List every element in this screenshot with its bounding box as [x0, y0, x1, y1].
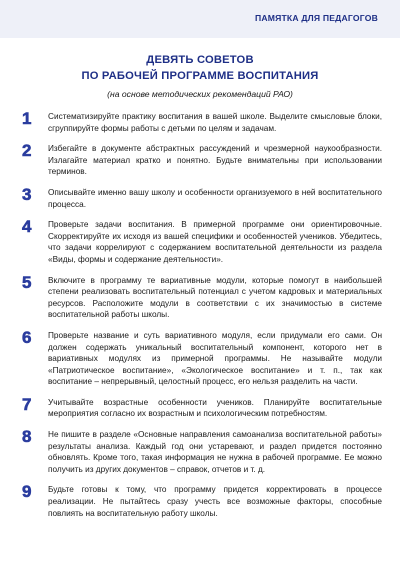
page-subtitle: (на основе методических рекомендаций РАО)	[107, 89, 293, 99]
tip-number: 6	[22, 327, 32, 347]
tip-number: 3	[22, 184, 32, 204]
tip-item	[22, 142, 382, 178]
tip-text: Проверьте задачи воспитания. В примерной программе они ориентировочные. Скорректируйте их исходя из вашей специфики и особенностей учеников. Убедитесь, что задачи коррелируют с содержанием воспитательной деятельности из раздела «Виды, формы и содержание деятельности».	[48, 220, 382, 264]
header-label: ПАМЯТКА ДЛЯ ПЕДАГОГОВ	[254, 13, 378, 23]
tip-text: Учитывайте возрастные особенности учеников. Планируйте воспитательные мероприятия согласно их возрастным и психологическим потребностям.	[48, 397, 382, 419]
tip-text: Описывайте именно вашу школу и особенности организуемого в ней воспитательного процесса.	[48, 187, 382, 209]
tip-item	[22, 329, 382, 388]
tip-number: 1	[22, 109, 32, 128]
tip-item	[22, 110, 382, 134]
tip-item	[22, 218, 382, 265]
page-title-line-2: ПО РАБОЧЕЙ ПРОГРАММЕ ВОСПИТАНИЯ	[81, 70, 319, 82]
tip-text: Будьте готовы к тому, что программу придется корректировать в процессе реализации. Не пытайтесь сразу учесть все возможные факторы, способные повлиять на воспитательную работу школы.	[48, 485, 382, 518]
tip-item	[22, 428, 382, 475]
tip-text: Не пишите в разделе «Основные направления самоанализа воспитательной работы» результаты анализа. Каждый год они устаревают, и раздел придется постоянно обновлять. Кроме того, такая информация не нужна в рабочей программе. Ее можно получить из других документов – справок, отчетов и т. д.	[48, 430, 382, 474]
tip-text: Проверьте название и суть вариативного модуля, если придумали его сами. Он должен содержать уникальный воспитательный компонент, которого нет в вариативных модулях из примерной программы. Не называйте модули «Патриотическое воспитание», «Экологическое воспитание» и т. п., так как воспитание – непрерывный, целостный процесс, его нельзя разделить на части.	[48, 330, 382, 387]
tip-text: Избегайте в документе абстрактных рассуждений и чрезмерной наукообразности. Излагайте материал кратко и понятно. Будьте внимательны при использовании терминов.	[48, 144, 382, 177]
page-title-line-1: ДЕВЯТЬ СОВЕТОВ	[146, 54, 254, 66]
tip-item	[22, 483, 382, 519]
tip-number: 9	[22, 482, 32, 502]
title-block	[0, 52, 400, 100]
tip-text: Включите в программу те вариативные модули, которые помогут в наибольшей степени реализовать воспитательный потенциал с учетом кадровых и материальных ресурсов. Расположите модули в соответствии с их значимостью в системе воспитательной работы школы.	[48, 275, 382, 320]
tip-item	[22, 396, 382, 420]
tip-number: 7	[22, 394, 32, 414]
tip-item	[22, 186, 382, 210]
tip-number: 2	[22, 141, 32, 161]
tip-number: 4	[22, 217, 32, 237]
tip-text: Систематизируйте практику воспитания в вашей школе. Выделите смысловые блоки, сгруппируйте формы работы с детьми по целям и задачам.	[48, 112, 382, 133]
tips-list	[22, 110, 382, 527]
tip-number: 8	[22, 427, 32, 447]
tip-number: 5	[22, 272, 32, 292]
tip-item	[22, 274, 382, 321]
